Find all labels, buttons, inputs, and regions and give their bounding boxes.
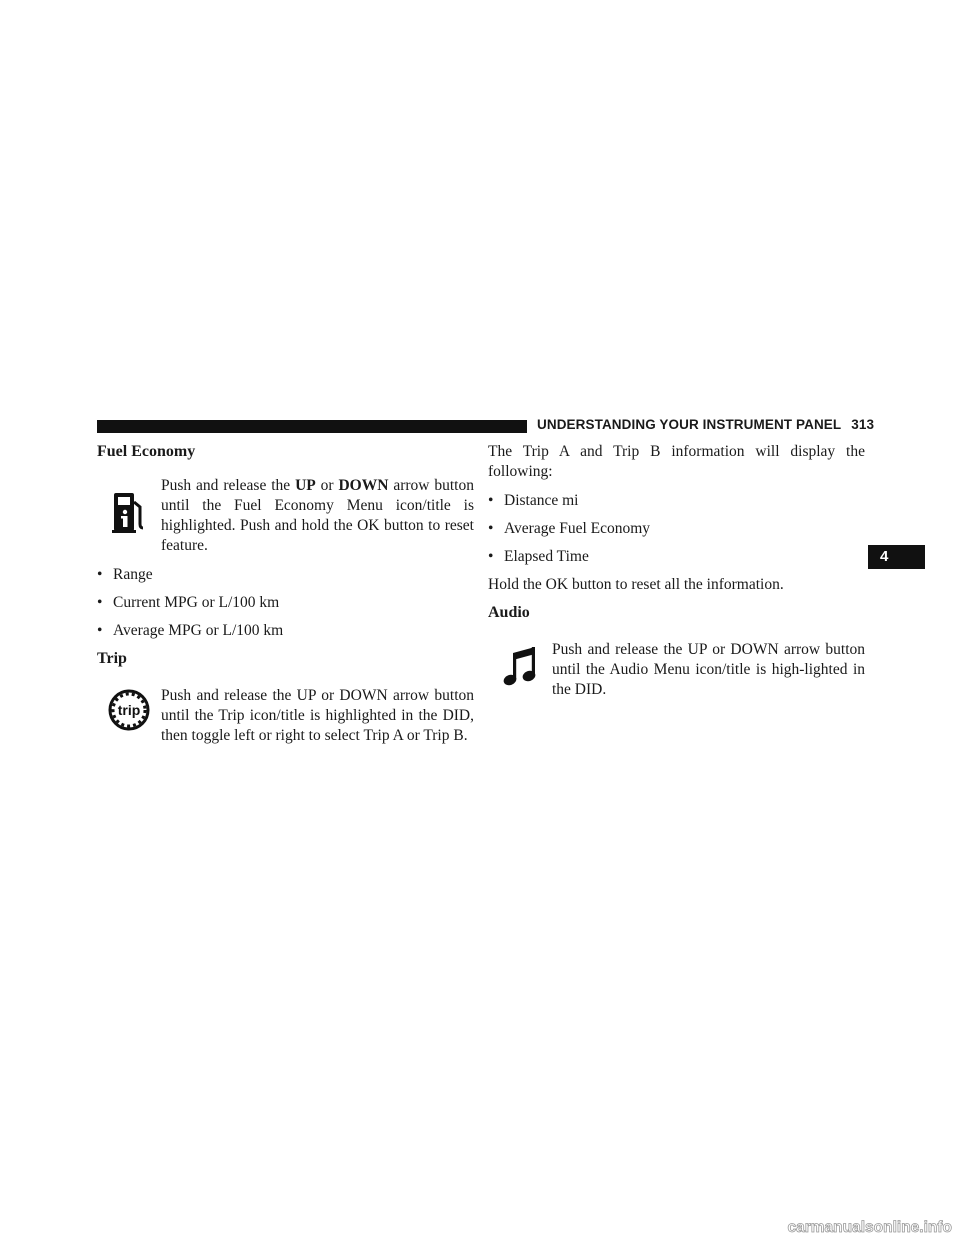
header-rule [97, 420, 527, 433]
trip-instructions: Push and release the UP or DOWN arrow button until the Trip icon/title is highlighted in the DID, then toggle left or right to select Trip A or Trip B. [161, 687, 474, 744]
chapter-tab: 4 [868, 545, 925, 569]
list-item: • Distance mi [488, 492, 579, 509]
list-item: • Range [97, 566, 153, 583]
music-note-icon [488, 640, 552, 688]
trip-icon [97, 686, 161, 732]
fuel-economy-bullets [97, 565, 474, 641]
down-label: DOWN [338, 477, 389, 494]
fuel-economy-instructions: Push and release the UP or DOWN arrow button until the Fuel Economy Menu icon/title is highlighted. Push and hold the OK button to reset feature. [161, 477, 474, 554]
right-column [488, 442, 865, 700]
trip-block [97, 686, 474, 746]
audio-heading: Audio [488, 604, 530, 621]
fuel-economy-heading: Fuel Economy [97, 443, 196, 460]
svg-text:trip: trip [117, 702, 141, 718]
list-item: • Current MPG or L/100 km [97, 594, 280, 611]
list-item: • Elapsed Time [488, 548, 589, 565]
audio-instructions: Push and release the UP or DOWN arrow button until the Audio Menu icon/title is high-lighted in the DID. [552, 641, 865, 698]
fuel-info-icon [97, 476, 161, 534]
trip-heading: Trip [97, 650, 127, 667]
list-item: • Average Fuel Economy [488, 520, 651, 537]
running-header [537, 417, 874, 432]
left-column [97, 442, 474, 746]
fuel-economy-block [97, 476, 474, 556]
svg-text:carmanualsonline.info: carmanualsonline.info [787, 1219, 952, 1236]
watermark [715, 1215, 955, 1237]
trip-info-bullets [488, 491, 865, 567]
up-label: UP [295, 477, 316, 494]
page-number: 313 [851, 417, 875, 432]
reset-note: Hold the OK button to reset all the information. [488, 576, 784, 593]
trip-info-intro: The Trip A and Trip B information will display the following: [488, 443, 865, 480]
header-title: UNDERSTANDING YOUR INSTRUMENT PANEL [537, 417, 842, 432]
audio-block [488, 640, 865, 700]
list-item: • Average MPG or L/100 km [97, 622, 284, 639]
